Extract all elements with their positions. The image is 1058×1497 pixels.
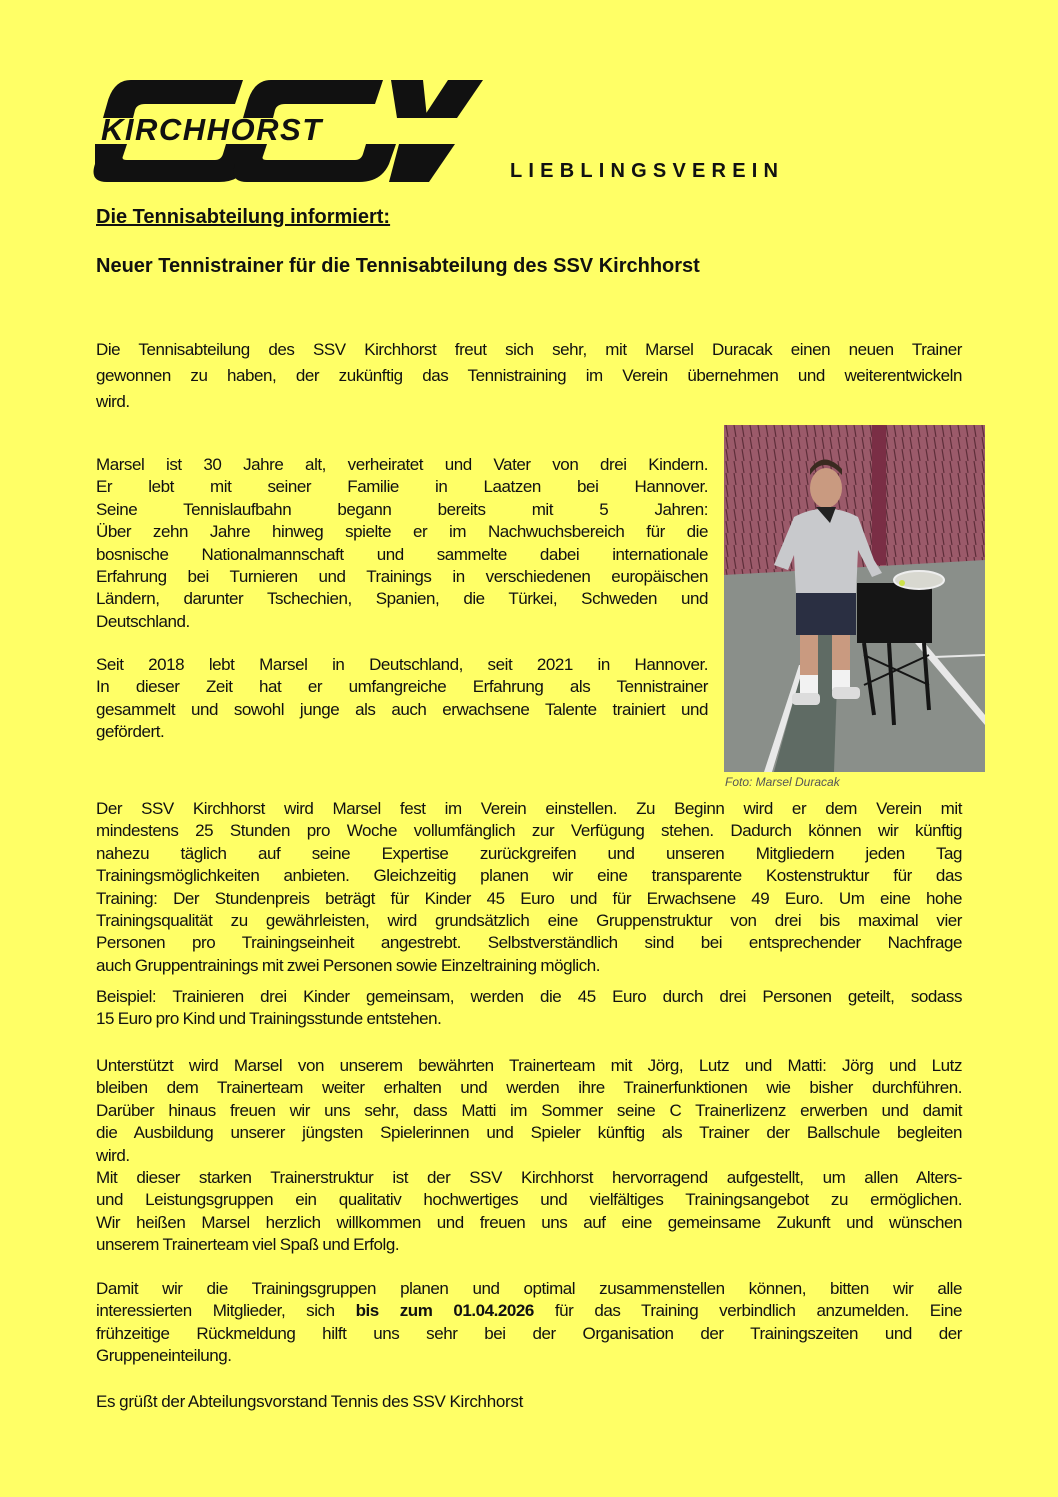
text-line: Gruppeneinteilung. xyxy=(96,1346,232,1366)
text-line: Trainingsmöglichkeiten anbieten. Gleichzeitig planen wir eine transparente Kostenstruktur für das xyxy=(96,866,962,886)
logo-graphic xyxy=(93,78,485,184)
text-fragment: interessierten Mitglieder, sich xyxy=(96,1301,356,1321)
text-line: Beispiel: Trainieren drei Kinder gemeinsam, werden die 45 Euro durch drei Personen geteilt, sodass xyxy=(96,987,962,1006)
text-line: wird. xyxy=(96,1145,130,1165)
text-line: Seit 2018 lebt Marsel in Deutschland, seit 2021 in Hannover. xyxy=(96,655,708,674)
text-line: Marsel ist 30 Jahre alt, verheiratet und Vater von drei Kindern. xyxy=(96,455,708,474)
text-line: Training: Der Stundenpreis beträgt für Kinder 45 Euro und für Erwachsene 49 Euro. Um eine hohe xyxy=(96,888,962,908)
text-line: Unterstützt wird Marsel von unserem bewährten Trainerteam mit Jörg, Lutz und Matti: Jörg und Lutz xyxy=(96,1056,962,1075)
photo-caption: Foto: Marsel Duracak xyxy=(725,775,840,789)
text-line: gewonnen zu haben, der zukünftig das Tennistraining im Verein übernehmen und weiterentwickeln xyxy=(96,366,962,385)
text-line: In dieser Zeit hat er umfangreiche Erfahrung als Tennistrainer xyxy=(96,677,708,697)
text-line: Wir heißen Marsel herzlich willkommen und freuen uns auf eine gemeinsame Zukunft und wünschen xyxy=(96,1212,962,1232)
text-line: auch Gruppentrainings mit zwei Personen sowie Einzeltraining möglich. xyxy=(96,955,601,975)
closing-line: Es grüßt der Abteilungsvorstand Tennis des SSV Kirchhorst xyxy=(96,1392,523,1411)
page-title: Neuer Tennistrainer für die Tennisabteilung des SSV Kirchhorst xyxy=(96,255,700,277)
text-line: bleiben dem Trainerteam weiter erhalten und werden ihre Trainerfunktionen wie bisher durchführen. xyxy=(96,1078,962,1098)
text-fragment: für das Training verbindlich anzumelden. Eine xyxy=(533,1301,963,1321)
text-line: frühzeitige Rückmeldung hilft uns sehr bei der Organisation der Trainingszeiten und der xyxy=(96,1323,962,1343)
text-line: Mit dieser starken Trainerstruktur ist der SSV Kirchhorst hervorragend aufgestellt, um allen Alters- xyxy=(96,1167,962,1187)
trainer-photo-illustration xyxy=(724,425,985,772)
text-line: bosnische Nationalmannschaft und sammelte dabei internationale xyxy=(96,544,708,564)
bio-paragraph xyxy=(96,454,708,633)
section-kicker: Die Tennisabteilung informiert: xyxy=(96,206,391,228)
text-line: Über zehn Jahre hinweg spielte er im Nachwuchsbereich für die xyxy=(96,522,708,542)
details-paragraph xyxy=(96,798,962,977)
text-line: 15 Euro pro Kind und Trainingsstunde entstehen. xyxy=(96,1009,442,1029)
text-line: und Leistungsgruppen ein qualitativ hochwertiges und vielfältiges Trainingsangebot zu ermöglichen. xyxy=(96,1190,962,1210)
closing-paragraph xyxy=(96,1391,523,1413)
intro-paragraph xyxy=(96,337,962,415)
trainer-photo xyxy=(724,425,985,772)
team-paragraph xyxy=(96,1055,962,1257)
text-line: Ländern, darunter Tschechien, Spanien, die Türkei, Schweden und xyxy=(96,589,708,609)
text-line: Deutschland. xyxy=(96,611,190,631)
example-paragraph xyxy=(96,986,962,1031)
logo-club-name: KIRCHHORST xyxy=(101,112,323,147)
text-line: gesammelt und sowohl junge als auch erwachsene Talente trainiert und xyxy=(96,699,708,719)
registration-paragraph xyxy=(96,1278,962,1368)
logo-tagline: LIEBLINGSVEREIN xyxy=(510,160,785,182)
text-line: nahezu täglich auf seine Expertise zurückgreifen und unseren Mitgliedern jeden Tag xyxy=(96,843,962,863)
registration-deadline: bis zum 01.04.2026 xyxy=(355,1301,534,1321)
text-line: wird. xyxy=(96,392,130,411)
text-line: Trainingsqualität zu gewährleisten, wird grundsätzlich eine Gruppenstruktur von drei bis maximal vier xyxy=(96,910,962,930)
text-line: unserem Trainerteam viel Spaß und Erfolg. xyxy=(96,1235,400,1255)
text-line: Darüber hinaus freuen wir uns sehr, dass Matti im Sommer seine C Trainerlizenz erwerben und damit xyxy=(96,1100,962,1120)
text-line: Damit wir die Trainingsgruppen planen und optimal zusammenstellen können, bitten wir alle xyxy=(96,1279,962,1298)
text-line xyxy=(96,1300,962,1322)
text-line: Seine Tennislaufbahn begann bereits mit 5 Jahren: xyxy=(96,499,708,519)
since-paragraph xyxy=(96,654,708,744)
text-line: Personen pro Trainingseinheit angestrebt. Selbstverständlich sind bei entsprechender Nachfrage xyxy=(96,933,962,953)
text-line: die Ausbildung unserer jüngsten Spielerinnen und Spieler künftig als Trainer der Ballschule begleiten xyxy=(96,1123,962,1143)
text-line: mindestens 25 Stunden pro Woche vollumfänglich zur Verfügung stehen. Dadurch können wir künftig xyxy=(96,821,962,841)
text-line: Der SSV Kirchhorst wird Marsel fest im Verein einstellen. Zu Beginn wird er dem Verein mit xyxy=(96,799,962,818)
text-line: Er lebt mit seiner Familie in Laatzen bei Hannover. xyxy=(96,477,708,497)
text-line: Erfahrung bei Turnieren und Trainings in verschiedenen europäischen xyxy=(96,566,708,586)
ssv-kirchhorst-logo xyxy=(93,78,485,184)
text-line: gefördert. xyxy=(96,722,165,742)
text-line: Die Tennisabteilung des SSV Kirchhorst freut sich sehr, mit Marsel Duracak einen neuen Trainer xyxy=(96,340,962,359)
